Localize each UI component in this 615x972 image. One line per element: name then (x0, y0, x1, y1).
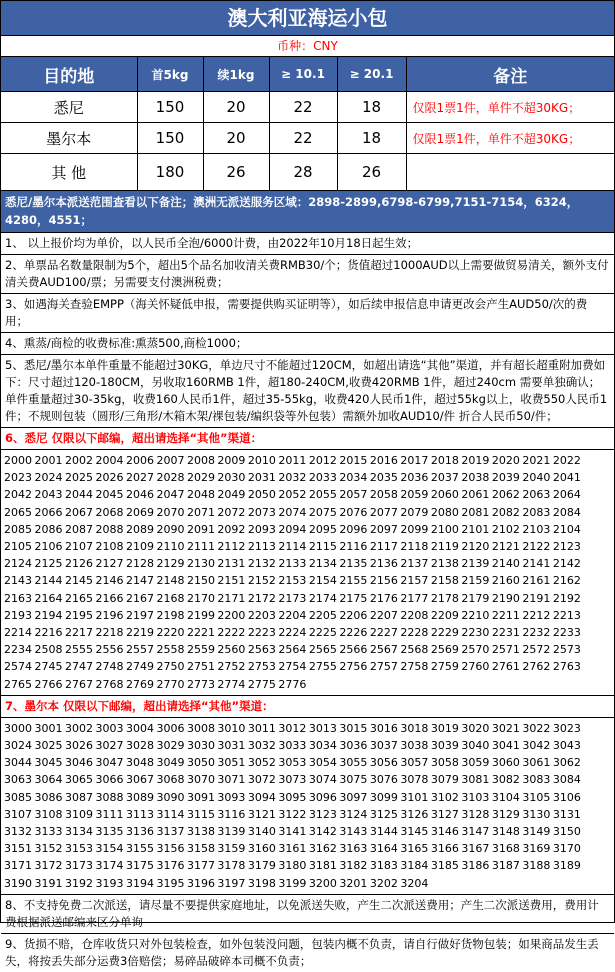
delivery-range-note: 悉尼/墨尔本派送范围查看以下备注；澳洲无派送服务区域：2898-2899,6798-6799,7151-7154，6324，4280，4551； (1, 191, 614, 233)
table-row (1, 92, 614, 123)
per-kg-cell: 20 (203, 92, 269, 123)
remark-cell: 仅限1票1件，单件不超30KG； (406, 123, 614, 154)
per-kg-cell: 20 (203, 123, 269, 154)
note-4: 4、熏蒸/商检的收费标准:熏蒸500,商检1000； (1, 333, 614, 355)
tier-20-cell: 18 (337, 123, 406, 154)
per-kg-cell: 26 (203, 154, 269, 191)
note-9: 9、货损不赔，仓库收货只对外包装检查，如外包装没问题，包装内概不负责，请自行做好货物包装；如果商品发生丢失，将按丢失部分运费3倍赔偿；易碎品破碎本司概不负责； (5, 936, 599, 968)
sydney-postcode-list: 2000 2001 2002 2004 2006 2007 2008 2009 2010 2011 2012 2015 2016 2017 2018 2019 2020 2021 2022 2023 2024 2025 2026 2027 2028 2029 2030 2031 2032 2033 2034 2035 2036 2037 2038 2039 2040 2041 2042 2043 2044 2045 2046 2047 2048 2049 2050 2052 2055 2057 2058 2059 2060 2061 2062 2063 2064 2065 2066 2067 2068 2069 2070 2071 2072 2073 2074 2075 2076 2077 2079 2080 2081 2082 2083 2084 2085 2086 2087 2088 2089 2090 2091 2092 2093 2094 2095 2096 2097 2099 2100 2101 2102 2103 2104 2105 2106 2107 2108 2109 2110 2111 2112 2113 2114 2115 2116 2117 2118 2119 2120 2121 2122 2123 2124 2125 2126 2127 2128 2129 2130 2131 2132 2133 2134 2135 2136 2137 2138 2139 2140 2141 2142 2143 2144 2145 2146 2147 2148 2150 2151 2152 2153 2154 2155 2156 2157 2158 2159 2160 2161 2162 2163 2164 2165 2166 2167 2168 2170 2171 2172 2173 2174 2175 2176 2177 2178 2179 2190 2191 2192 2193 2194 2195 2196 2197 2198 2199 2200 2203 2204 2205 2206 2207 2208 2209 2210 2211 2212 2213 2214 2216 2217 2218 2219 2220 2221 2222 2223 2224 2225 2226 2227 2228 2229 2230 2231 2232 2233 2234 2508 2555 2556 2557 2558 2559 2560 2563 2564 2565 2566 2567 2568 2569 2570 2571 2572 2573 2574 2745 2747 2748 2749 2750 2751 2752 2753 2754 2755 2756 2757 2758 2759 2760 2761 2762 2763 2765 2766 2767 2768 2769 2770 2773 2774 2775 2776 (1, 450, 614, 696)
page-title: 澳大利亚海运小包 (1, 1, 614, 36)
melbourne-postcode-list: 3000 3001 3002 3003 3004 3006 3008 3010 3011 3012 3013 3015 3016 3018 3019 3020 3021 3022 3023 3024 3025 3026 3027 3028 3029 3030 3031 3032 3033 3034 3036 3037 3038 3039 3040 3041 3042 3043 3044 3045 3046 3047 3048 3049 3050 3051 3052 3053 3054 3055 3056 3057 3058 3059 3060 3061 3062 3063 3064 3065 3066 3067 3068 3070 3071 3072 3073 3074 3075 3076 3078 3079 3081 3082 3083 3084 3085 3086 3087 3088 3089 3090 3091 3093 3094 3095 3096 3097 3099 3101 3102 3103 3104 3105 3106 3107 3108 3109 3111 3113 3114 3115 3116 3121 3122 3123 3124 3125 3126 3127 3128 3129 3130 3131 3132 3133 3134 3135 3136 3137 3138 3139 3140 3141 3142 3143 3144 3145 3146 3147 3148 3149 3150 3151 3152 3153 3154 3155 3156 3158 3159 3160 3161 3162 3163 3164 3165 3166 3167 3168 3169 3170 3171 3172 3173 3174 3175 3176 3177 3178 3179 3180 3181 3182 3183 3184 3185 3186 3187 3188 3189 3190 3191 3192 3193 3194 3195 3196 3197 3198 3199 3200 3201 3202 3204 (1, 718, 614, 895)
header-per-kg: 续1kg (203, 57, 269, 92)
note-6-sydney-heading: 6、悉尼 仅限以下邮编，超出请选择“其他”渠道： (1, 428, 614, 450)
note-3: 3、如遇海关查验EMPP（海关怀疑低申报，需要提供购买证明等），如后续申报信息申请更改会产生AUD50/次的费用； (1, 294, 614, 333)
destination-cell: 悉尼 (1, 92, 137, 123)
header-remarks: 备注 (406, 57, 614, 92)
note-7-melbourne-heading: 7、墨尔本 仅限以下邮编，超出请选择“其他”渠道： (1, 696, 614, 718)
rate-table (1, 57, 614, 191)
destination-cell: 其 他 (1, 154, 137, 191)
note-2: 2、单票品名数量限制为5个，超出5个品名加收清关费RMB30/个；货值超过1000AUD以上需要做贸易清关，额外支付清关费AUD100/票；另需要支付澳洲税费； (1, 255, 614, 294)
header-first-5kg: 首5kg (137, 57, 203, 92)
remark-cell: 仅限1票1件，单件不超30KG； (406, 92, 614, 123)
rate-table-header (1, 57, 614, 92)
header-tier-10: ≥ 10.1 (269, 57, 337, 92)
tier-10-cell: 22 (269, 92, 337, 123)
header-tier-20: ≥ 20.1 (337, 57, 406, 92)
table-row (1, 123, 614, 154)
currency-label: 币种：CNY (1, 36, 614, 57)
tier-10-cell: 28 (269, 154, 337, 191)
header-destination: 目的地 (1, 57, 137, 92)
remark-cell (406, 154, 614, 191)
note-5: 5、悉尼/墨尔本单件重量不能超过30KG，单边尺寸不能超过120CM，如超出请选“其他”渠道，并有超长超重附加费如下：尺寸超过120-180CM，另收取160RMB 1件，超180-240CM,收费420RMB 1件，超过240cm 需要单独确认；单件重量超过30-35kg，收费160人民币1件，超过35-55kg，收费420人民币1件，超过55kg以上，收费550人民币1件；不规则包装（圆形/三角形/木箱木架/裸包装/编织袋等外包装）需额外加收AUD10/件 折合人民币50/件； (1, 355, 614, 428)
first-5kg-cell: 150 (137, 123, 203, 154)
table-row (1, 154, 614, 191)
tier-20-cell: 26 (337, 154, 406, 191)
tier-20-cell: 18 (337, 92, 406, 123)
tier-10-cell: 22 (269, 123, 337, 154)
note-1: 1、 以上报价均为单价，以人民币全泡/6000计费，由2022年10月18日起生效； (1, 233, 614, 255)
destination-cell: 墨尔本 (1, 123, 137, 154)
first-5kg-cell: 180 (137, 154, 203, 191)
note-8: 8、不支持免费二次派送，请尽量不要提供家庭地址，以免派送失败，产生二次派送费用；产生二次派送费用，费用计费根据派送邮编来区分单询 (1, 895, 614, 934)
first-5kg-cell: 150 (137, 92, 203, 123)
